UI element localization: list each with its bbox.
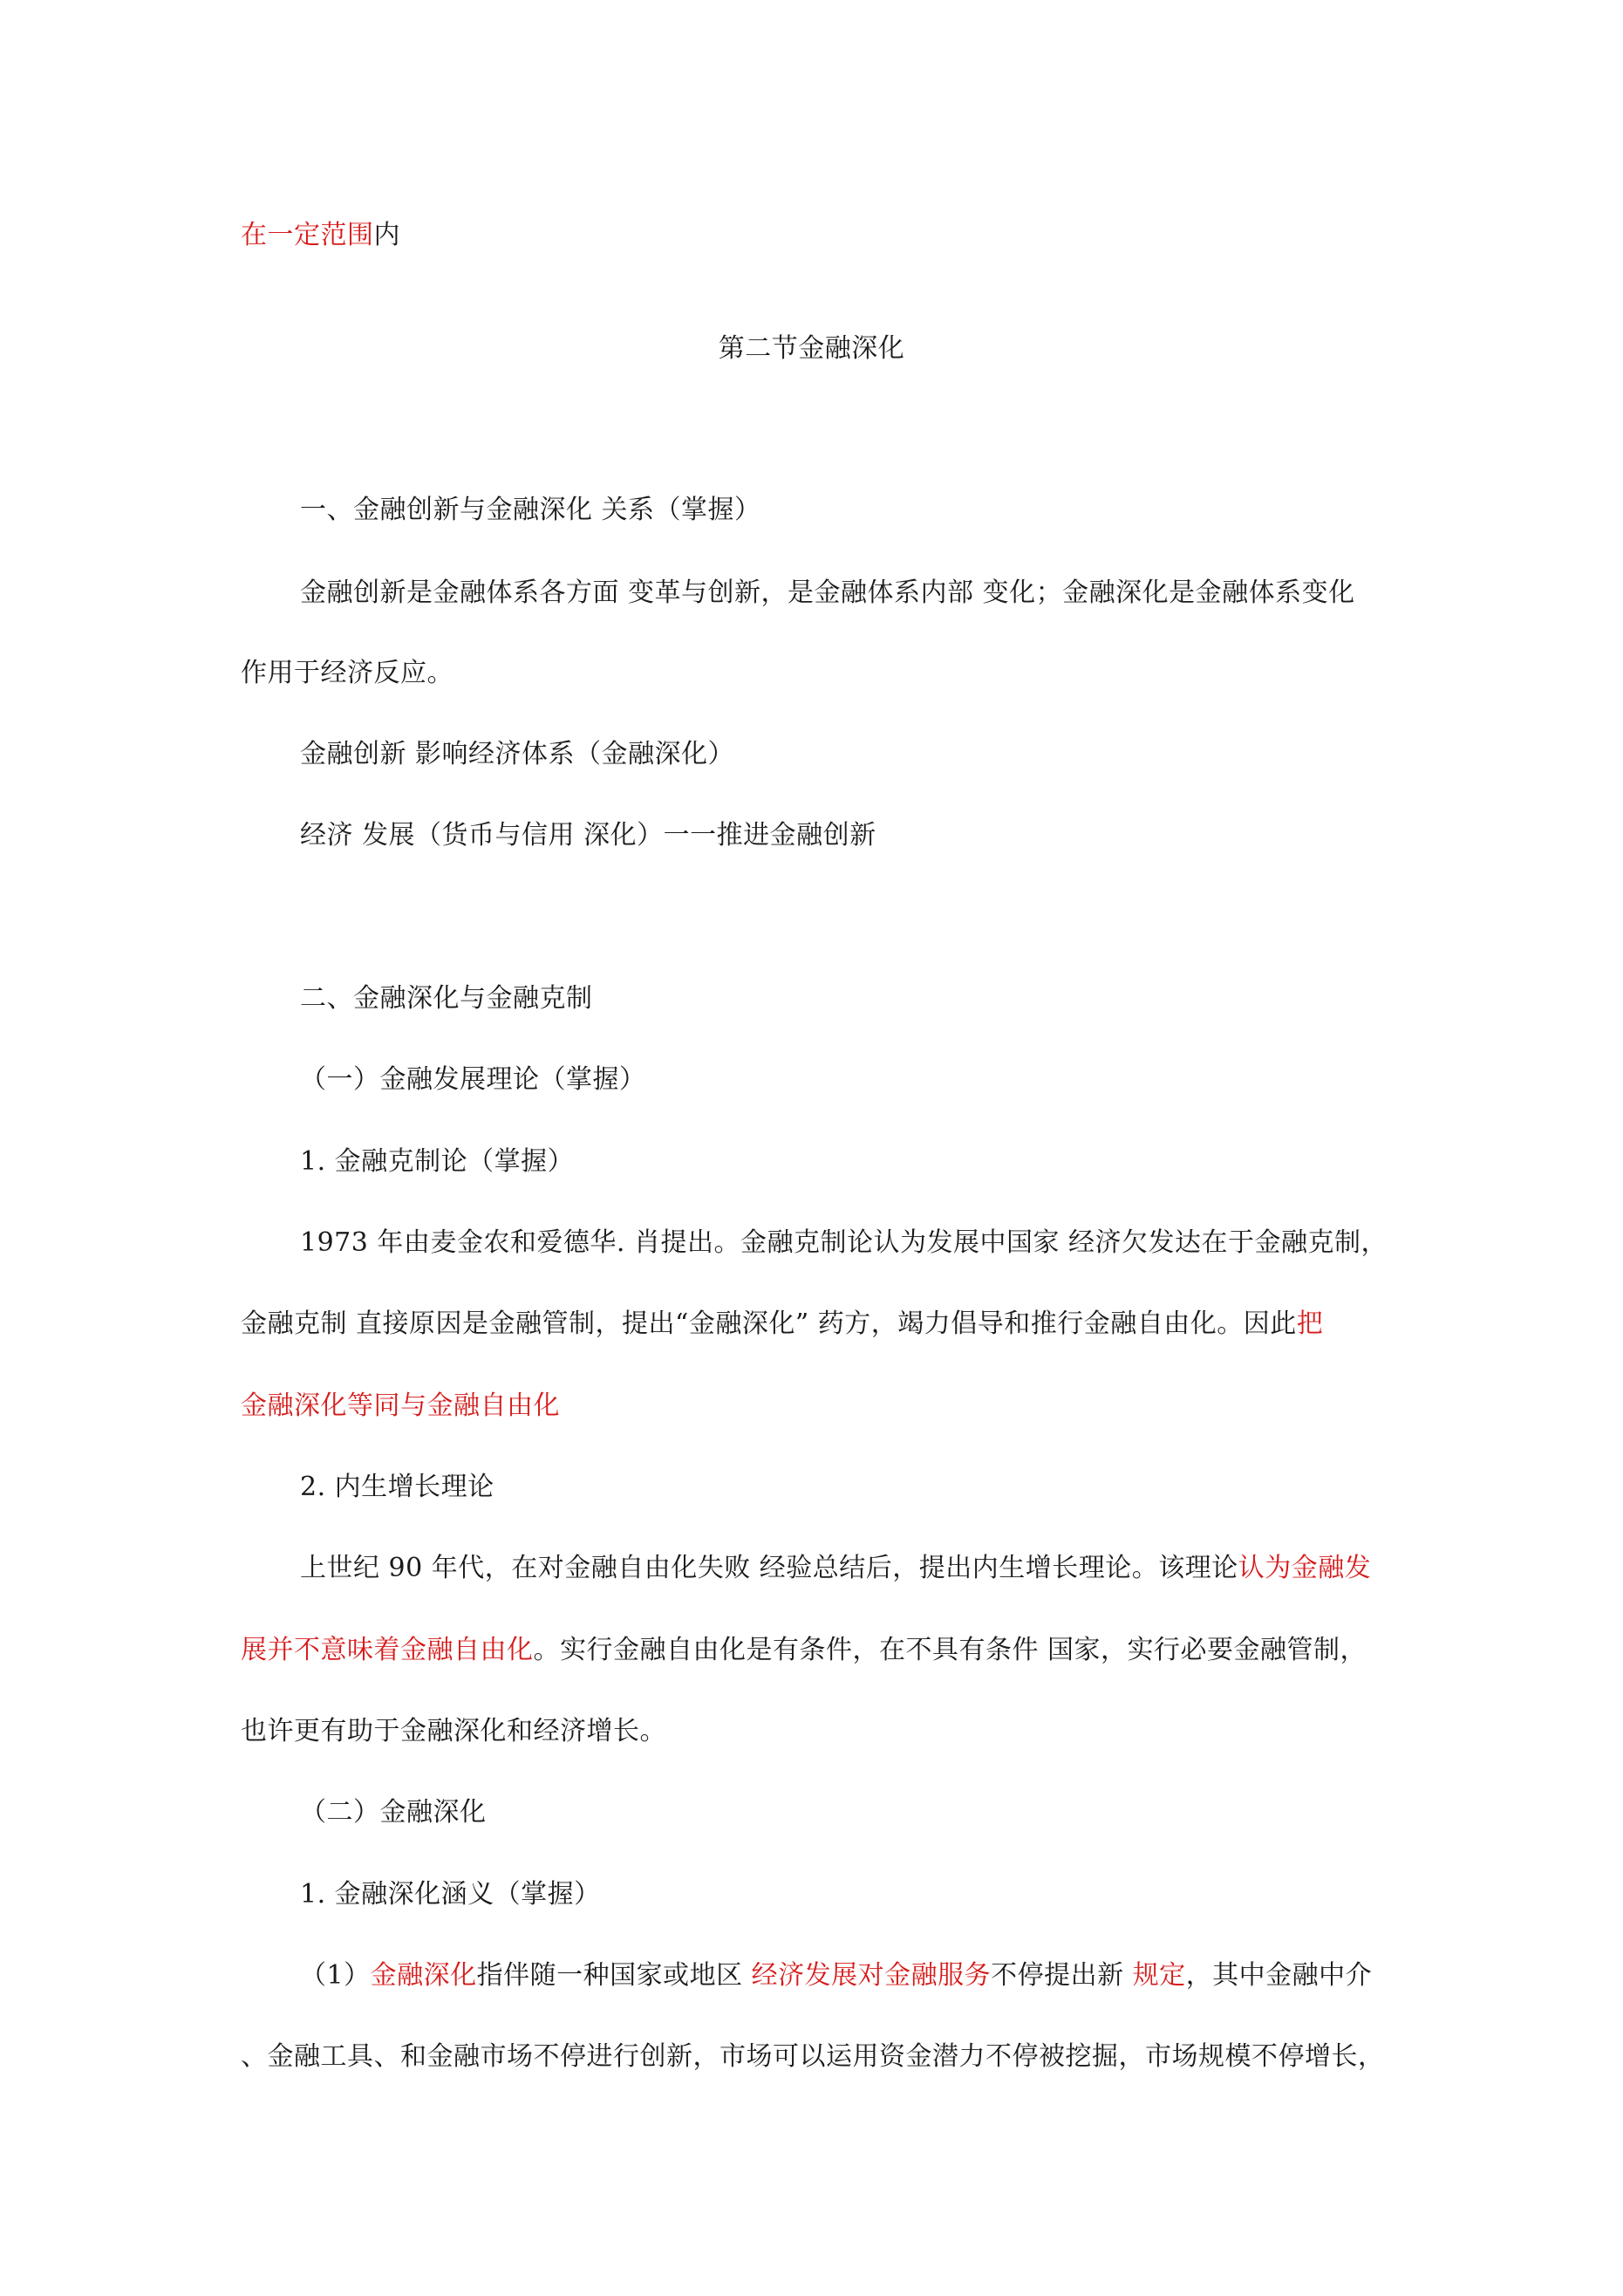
paragraph-4-line-1: 1973 年由麦金农和爱德华. 肖提出。金融克制论认为发展中国家 经济欠发达在于金融克制， — [300, 1227, 1388, 1258]
p6-seg-b-highlight: 金融深化 — [370, 1960, 477, 1991]
top-fragment — [241, 218, 400, 253]
paragraph-4-line-2 — [241, 1307, 1323, 1342]
p6-seg-d-highlight: 经济发展对金融服务 — [751, 1960, 992, 1991]
subheading-2-2: （二）金融深化 — [300, 1797, 487, 1828]
paragraph-2: 金融创新 影响经济体系（金融深化） — [300, 739, 735, 769]
p6-seg-c: 指伴随一种国家或地区 — [476, 1960, 752, 1991]
paragraph-4-line-3-highlight: 金融深化等同与金融自由化 — [241, 1391, 560, 1421]
section-title: 第二节金融深化 — [718, 333, 905, 364]
p6-seg-g: ，其中金融中介 — [1185, 1960, 1373, 1991]
paragraph-5-line-3: 也许更有助于金融深化和经济增长。 — [241, 1716, 666, 1746]
subheading-2-1: （一）金融发展理论（掌握） — [300, 1064, 646, 1095]
list-item-3: 1. 金融深化涵义（掌握） — [300, 1879, 601, 1910]
paragraph-5-line-1-highlight: 认为金融发 — [1238, 1553, 1372, 1583]
paragraph-1-line-2: 作用于经济反应。 — [241, 658, 453, 688]
p6-seg-f-highlight: 规定 — [1132, 1960, 1186, 1991]
paragraph-5-line-1-text: 上世纪 90 年代，在对金融自由化失败 经验总结后，提出内生增长理论。该理论 — [300, 1553, 1238, 1583]
top-fragment-highlight: 在一定范围 — [241, 220, 374, 250]
heading-2: 二、金融深化与金融克制 — [300, 983, 593, 1014]
paragraph-5-line-1 — [300, 1551, 1371, 1586]
paragraph-6-line-2: 、金融工具、和金融市场不停进行创新，市场可以运用资金潜力不停被挖掘，市场规模不停增长， — [241, 2041, 1385, 2072]
list-item-1: 1. 金融克制论（掌握） — [300, 1146, 575, 1177]
p6-seg-a: （1） — [300, 1960, 371, 1991]
paragraph-5-line-2-highlight: 展并不意味着金融自由化 — [241, 1635, 534, 1665]
paragraph-6-line-1 — [300, 1958, 1372, 1993]
p6-seg-e: 不停提出新 — [991, 1960, 1133, 1991]
top-fragment-text: 内 — [373, 220, 400, 250]
heading-1: 一、金融创新与金融深化 关系（掌握） — [300, 495, 761, 525]
list-item-2: 2. 内生增长理论 — [300, 1472, 494, 1502]
paragraph-4-line-2-highlight: 把 — [1296, 1309, 1324, 1339]
paragraph-1-line-1: 金融创新是金融体系各方面 变革与创新，是金融体系内部 变化；金融深化是金融体系变化 — [300, 577, 1355, 608]
paragraph-5-line-2-text: 。实行金融自由化是有条件，在不具有条件 国家，实行必要金融管制， — [533, 1635, 1367, 1665]
paragraph-5-line-2 — [241, 1633, 1367, 1668]
paragraph-4-line-2-text: 金融克制 直接原因是金融管制，提出“金融深化” 药方，竭力倡导和推行金融自由化。因此 — [241, 1309, 1297, 1339]
paragraph-3: 经济 发展（货币与信用 深化）一一推进金融创新 — [300, 820, 876, 851]
